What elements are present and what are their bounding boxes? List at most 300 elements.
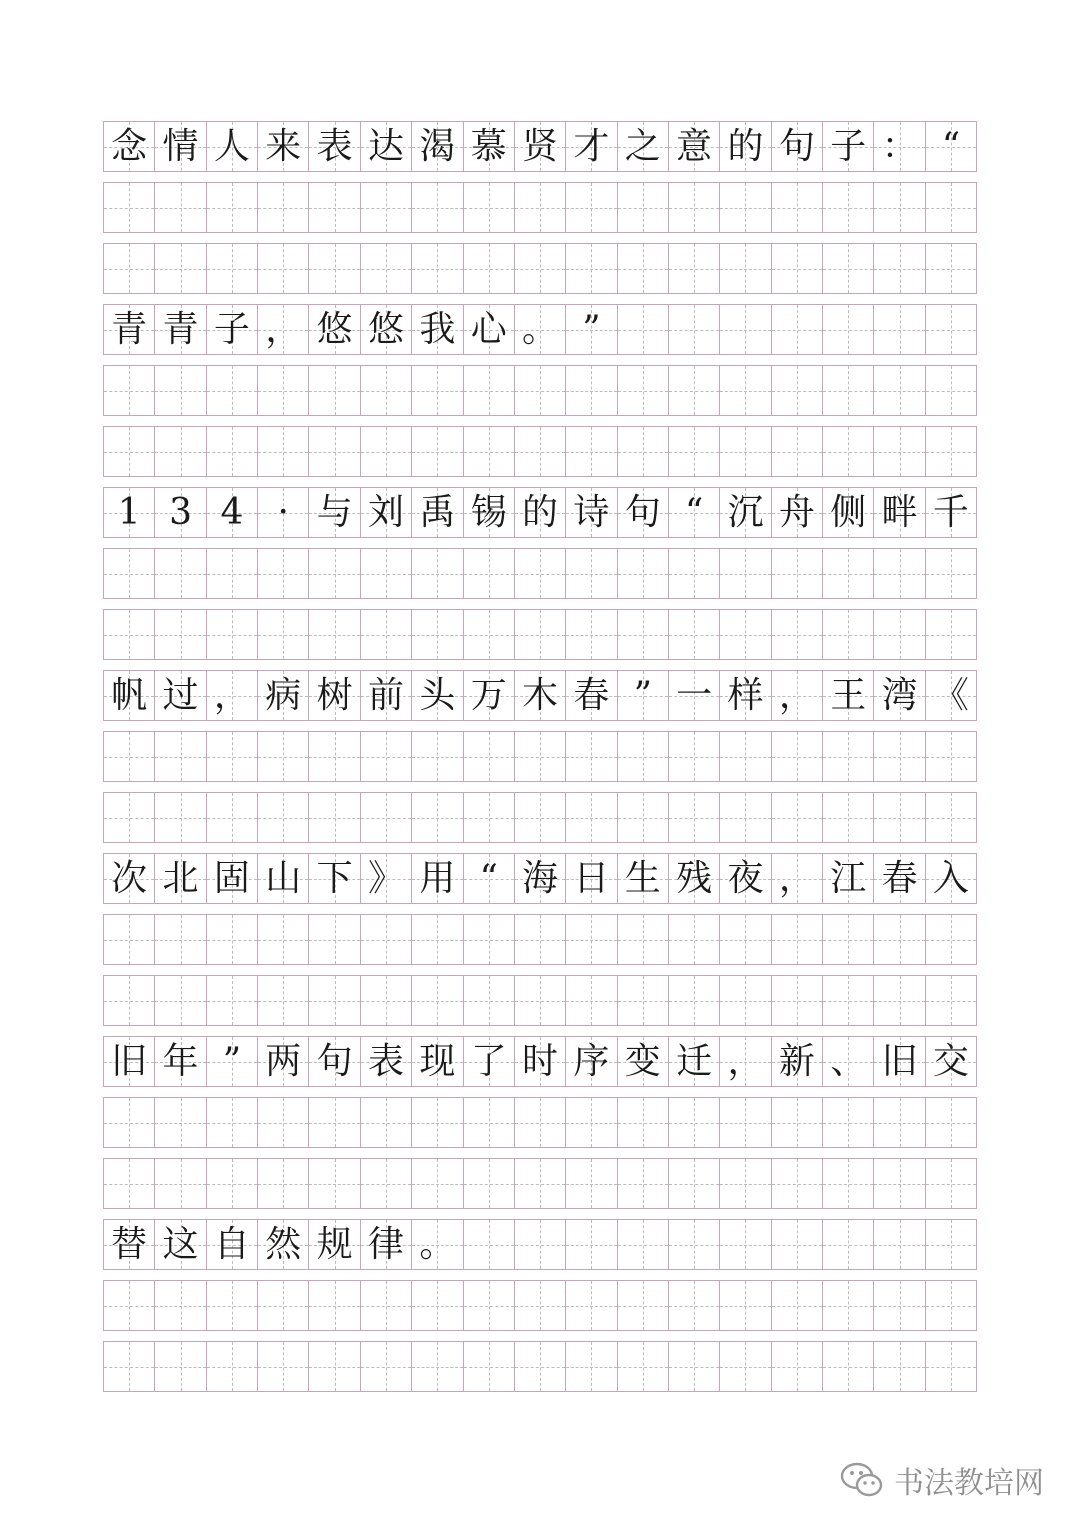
grid-cell	[155, 244, 206, 293]
grid-cell	[772, 183, 823, 232]
grid-cell	[412, 671, 463, 720]
character: 湾	[881, 674, 918, 716]
grid-cell	[772, 976, 823, 1025]
wechat-icon	[840, 1462, 884, 1498]
character: 交	[932, 1040, 969, 1082]
grid-cell	[823, 610, 874, 659]
grid-cell	[258, 549, 309, 598]
grid-cell	[464, 427, 515, 476]
grid-cell	[926, 366, 976, 415]
grid-cell	[618, 671, 669, 720]
character: 树	[316, 674, 353, 716]
character: 两	[265, 1040, 302, 1082]
character: 子	[830, 125, 867, 167]
grid-cell	[104, 122, 155, 171]
character: 前	[367, 674, 404, 716]
grid-cell	[464, 671, 515, 720]
grid-cell	[464, 1342, 515, 1391]
character: 的	[522, 491, 559, 533]
grid-cell	[874, 244, 925, 293]
character: 。	[522, 308, 559, 350]
grid-cell	[874, 732, 925, 781]
character: 刘	[367, 491, 404, 533]
grid-cell	[823, 976, 874, 1025]
character: 入	[932, 857, 969, 899]
character: 头	[419, 674, 456, 716]
grid-cell	[772, 427, 823, 476]
grid-cell	[669, 732, 720, 781]
grid-cell	[720, 1342, 771, 1391]
grid-cell	[155, 1342, 206, 1391]
grid-cell	[207, 366, 258, 415]
grid-cell	[361, 549, 412, 598]
blank-practice-row	[103, 243, 977, 294]
grid-cell	[720, 427, 771, 476]
grid-cell	[155, 671, 206, 720]
grid-cell	[566, 488, 617, 537]
character: 1	[117, 491, 141, 533]
grid-cell	[104, 488, 155, 537]
grid-cell	[566, 793, 617, 842]
character: 子	[213, 308, 250, 350]
character: 情	[162, 125, 199, 167]
grid-cell	[464, 1159, 515, 1208]
grid-cell	[258, 366, 309, 415]
blank-practice-row	[103, 792, 977, 843]
character: ，	[727, 1040, 764, 1082]
character: 江	[830, 857, 867, 899]
grid-cell	[926, 488, 976, 537]
grid-cell	[566, 1037, 617, 1086]
grid-cell	[926, 183, 976, 232]
grid-cell	[772, 488, 823, 537]
character: 固	[213, 857, 250, 899]
grid-cell	[412, 1098, 463, 1147]
character: 舟	[778, 491, 815, 533]
grid-cell	[309, 793, 360, 842]
grid-cell	[155, 366, 206, 415]
watermark	[840, 1458, 1044, 1502]
grid-cell	[720, 1037, 771, 1086]
grid-cell	[566, 854, 617, 903]
grid-cell	[926, 1159, 976, 1208]
grid-cell	[874, 915, 925, 964]
character: 句	[316, 1040, 353, 1082]
grid-cell	[823, 793, 874, 842]
grid-cell	[823, 1220, 874, 1269]
grid-cell	[412, 1220, 463, 1269]
grid-cell	[155, 1037, 206, 1086]
character: 悠	[316, 308, 353, 350]
grid-cell	[412, 244, 463, 293]
grid-cell	[669, 1220, 720, 1269]
character: ：	[881, 125, 918, 167]
grid-cell	[207, 854, 258, 903]
grid-cell	[155, 915, 206, 964]
grid-cell	[464, 549, 515, 598]
grid-cell	[155, 427, 206, 476]
grid-cell	[926, 305, 976, 354]
grid-cell	[207, 488, 258, 537]
grid-cell	[772, 1281, 823, 1330]
grid-cell	[412, 610, 463, 659]
grid-cell	[155, 488, 206, 537]
grid-cell	[309, 427, 360, 476]
text-row	[103, 853, 977, 904]
grid-cell	[361, 610, 412, 659]
grid-cell	[669, 1098, 720, 1147]
grid-cell	[823, 671, 874, 720]
grid-cell	[566, 732, 617, 781]
grid-cell	[515, 1098, 566, 1147]
grid-cell	[309, 1220, 360, 1269]
grid-cell	[309, 976, 360, 1025]
character: 达	[367, 125, 404, 167]
grid-cell	[669, 1037, 720, 1086]
grid-cell	[361, 427, 412, 476]
grid-cell	[155, 1220, 206, 1269]
grid-cell	[258, 1281, 309, 1330]
character: 次	[111, 857, 148, 899]
character: 然	[265, 1223, 302, 1265]
grid-cell	[926, 1220, 976, 1269]
grid-cell	[874, 976, 925, 1025]
character: 沉	[727, 491, 764, 533]
grid-cell	[412, 427, 463, 476]
grid-cell	[669, 793, 720, 842]
grid-cell	[566, 122, 617, 171]
character: 时	[522, 1040, 559, 1082]
grid-cell	[515, 1281, 566, 1330]
blank-practice-row	[103, 1097, 977, 1148]
grid-cell	[515, 427, 566, 476]
text-row	[103, 304, 977, 355]
grid-cell	[412, 854, 463, 903]
grid-cell	[772, 1098, 823, 1147]
grid-cell	[772, 122, 823, 171]
character: 》	[367, 857, 404, 899]
grid-cell	[566, 427, 617, 476]
grid-cell	[464, 793, 515, 842]
grid-cell	[720, 610, 771, 659]
grid-cell	[464, 732, 515, 781]
grid-cell	[669, 122, 720, 171]
grid-cell	[823, 305, 874, 354]
grid-cell	[515, 549, 566, 598]
grid-cell	[720, 732, 771, 781]
grid-cell	[823, 1342, 874, 1391]
grid-cell	[412, 549, 463, 598]
grid-cell	[669, 1281, 720, 1330]
grid-cell	[874, 1159, 925, 1208]
character: 规	[316, 1223, 353, 1265]
character: 旧	[111, 1040, 148, 1082]
grid-cell	[515, 1037, 566, 1086]
grid-cell	[258, 488, 309, 537]
blank-practice-row	[103, 1280, 977, 1331]
character: 我	[419, 308, 456, 350]
character: 用	[419, 857, 456, 899]
grid-cell	[309, 305, 360, 354]
grid-cell	[515, 366, 566, 415]
grid-cell	[361, 1342, 412, 1391]
grid-cell	[361, 244, 412, 293]
grid-cell	[720, 915, 771, 964]
grid-cell	[823, 488, 874, 537]
grid-cell	[720, 1159, 771, 1208]
grid-cell	[669, 183, 720, 232]
grid-cell	[207, 1037, 258, 1086]
character: ”	[222, 1040, 242, 1082]
grid-cell	[207, 610, 258, 659]
grid-cell	[926, 793, 976, 842]
grid-cell	[720, 244, 771, 293]
grid-cell	[104, 1098, 155, 1147]
grid-cell	[309, 854, 360, 903]
character: 《	[932, 674, 969, 716]
grid-cell	[618, 1037, 669, 1086]
text-row	[103, 1036, 977, 1087]
grid-cell	[926, 976, 976, 1025]
grid-cell	[155, 305, 206, 354]
character: 4	[220, 491, 244, 533]
grid-cell	[258, 915, 309, 964]
blank-practice-row	[103, 1158, 977, 1209]
character: 日	[573, 857, 610, 899]
grid-cell	[104, 305, 155, 354]
character: “	[479, 857, 498, 899]
grid-cell	[309, 1342, 360, 1391]
grid-cell	[772, 1220, 823, 1269]
grid-cell	[874, 793, 925, 842]
grid-cell	[772, 549, 823, 598]
grid-cell	[258, 671, 309, 720]
grid-cell	[823, 183, 874, 232]
grid-cell	[618, 122, 669, 171]
grid-cell	[720, 122, 771, 171]
grid-cell	[874, 427, 925, 476]
grid-cell	[515, 244, 566, 293]
grid-cell	[412, 1281, 463, 1330]
grid-cell	[618, 1281, 669, 1330]
grid-cell	[515, 671, 566, 720]
grid-cell	[669, 488, 720, 537]
grid-cell	[874, 549, 925, 598]
grid-cell	[412, 1342, 463, 1391]
character: 3	[169, 491, 192, 533]
grid-cell	[772, 915, 823, 964]
grid-cell	[361, 732, 412, 781]
grid-cell	[412, 1159, 463, 1208]
character: 春	[881, 857, 918, 899]
grid-cell	[772, 244, 823, 293]
grid-cell	[155, 183, 206, 232]
grid-cell	[566, 305, 617, 354]
grid-cell	[823, 1281, 874, 1330]
grid-cell	[926, 610, 976, 659]
grid-cell	[309, 1098, 360, 1147]
grid-cell	[207, 793, 258, 842]
grid-cell	[618, 732, 669, 781]
grid-cell	[669, 1159, 720, 1208]
blank-practice-row	[103, 609, 977, 660]
blank-practice-row	[103, 426, 977, 477]
character: ”	[633, 674, 652, 716]
grid-cell	[207, 549, 258, 598]
grid-cell	[258, 1220, 309, 1269]
text-row	[103, 487, 977, 538]
grid-cell	[566, 976, 617, 1025]
grid-cell	[155, 610, 206, 659]
grid-cell	[464, 915, 515, 964]
grid-cell	[874, 1281, 925, 1330]
grid-cell	[515, 732, 566, 781]
character: 侧	[830, 491, 867, 533]
grid-cell	[926, 671, 976, 720]
grid-cell	[464, 244, 515, 293]
grid-cell	[669, 244, 720, 293]
grid-cell	[669, 305, 720, 354]
character: 念	[111, 125, 148, 167]
grid-cell	[874, 122, 925, 171]
grid-cell	[720, 305, 771, 354]
grid-cell	[874, 305, 925, 354]
grid-cell	[464, 1098, 515, 1147]
grid-cell	[772, 1037, 823, 1086]
grid-cell	[464, 976, 515, 1025]
grid-cell	[515, 976, 566, 1025]
grid-cell	[874, 854, 925, 903]
grid-cell	[720, 549, 771, 598]
grid-cell	[515, 1159, 566, 1208]
blank-practice-row	[103, 365, 977, 416]
grid-cell	[258, 244, 309, 293]
grid-cell	[361, 305, 412, 354]
character: 这	[162, 1223, 199, 1265]
character: 残	[676, 857, 713, 899]
character: 千	[932, 491, 969, 533]
grid-cell	[874, 1098, 925, 1147]
character: 悠	[367, 308, 404, 350]
grid-cell	[926, 122, 976, 171]
grid-cell	[823, 854, 874, 903]
grid-cell	[309, 1159, 360, 1208]
character: 夜	[727, 857, 764, 899]
grid-cell	[155, 793, 206, 842]
grid-cell	[772, 671, 823, 720]
character: 青	[162, 308, 199, 350]
grid-cell	[104, 610, 155, 659]
grid-cell	[566, 366, 617, 415]
grid-cell	[926, 1037, 976, 1086]
grid-cell	[412, 732, 463, 781]
grid-cell	[104, 549, 155, 598]
character: 畔	[881, 491, 918, 533]
character: 新	[778, 1040, 815, 1082]
grid-cell	[515, 915, 566, 964]
character: 青	[111, 308, 148, 350]
grid-cell	[155, 976, 206, 1025]
grid-cell	[104, 915, 155, 964]
character: 王	[830, 674, 867, 716]
grid-cell	[669, 854, 720, 903]
character: 慕	[470, 125, 507, 167]
grid-cell	[258, 732, 309, 781]
grid-cell	[155, 854, 206, 903]
grid-cell	[258, 976, 309, 1025]
grid-cell	[104, 976, 155, 1025]
grid-cell	[309, 1281, 360, 1330]
grid-cell	[926, 549, 976, 598]
grid-cell	[618, 549, 669, 598]
grid-cell	[823, 1159, 874, 1208]
grid-cell	[309, 1037, 360, 1086]
grid-cell	[720, 1220, 771, 1269]
grid-cell	[618, 1220, 669, 1269]
grid-cell	[772, 732, 823, 781]
character: 禹	[419, 491, 456, 533]
grid-cell	[618, 1159, 669, 1208]
grid-cell	[618, 183, 669, 232]
character: 律	[367, 1223, 404, 1265]
grid-cell	[104, 1037, 155, 1086]
grid-cell	[823, 427, 874, 476]
grid-cell	[772, 305, 823, 354]
character: 锡	[470, 491, 507, 533]
grid-cell	[258, 793, 309, 842]
character: 自	[213, 1223, 250, 1265]
character: 过	[162, 674, 199, 716]
grid-cell	[874, 183, 925, 232]
grid-cell	[515, 1220, 566, 1269]
character: 山	[265, 857, 302, 899]
character: 生	[624, 857, 661, 899]
grid-cell	[207, 1159, 258, 1208]
grid-cell	[772, 610, 823, 659]
grid-cell	[258, 427, 309, 476]
grid-cell	[618, 366, 669, 415]
grid-cell	[258, 122, 309, 171]
grid-cell	[823, 244, 874, 293]
grid-cell	[772, 793, 823, 842]
grid-cell	[412, 122, 463, 171]
blank-practice-row	[103, 731, 977, 782]
grid-cell	[926, 1342, 976, 1391]
grid-cell	[464, 854, 515, 903]
character: 迁	[676, 1040, 713, 1082]
grid-cell	[258, 183, 309, 232]
grid-cell	[566, 1342, 617, 1391]
blank-practice-row	[103, 914, 977, 965]
grid-cell	[258, 1037, 309, 1086]
grid-cell	[361, 793, 412, 842]
grid-cell	[309, 244, 360, 293]
grid-cell	[515, 793, 566, 842]
grid-cell	[104, 427, 155, 476]
character: ·	[277, 491, 289, 533]
grid-cell	[104, 1159, 155, 1208]
grid-cell	[207, 122, 258, 171]
grid-cell	[823, 122, 874, 171]
grid-cell	[618, 488, 669, 537]
text-row	[103, 670, 977, 721]
grid-cell	[412, 488, 463, 537]
grid-cell	[926, 732, 976, 781]
grid-cell	[772, 854, 823, 903]
grid-cell	[566, 549, 617, 598]
grid-cell	[720, 366, 771, 415]
grid-cell	[618, 427, 669, 476]
